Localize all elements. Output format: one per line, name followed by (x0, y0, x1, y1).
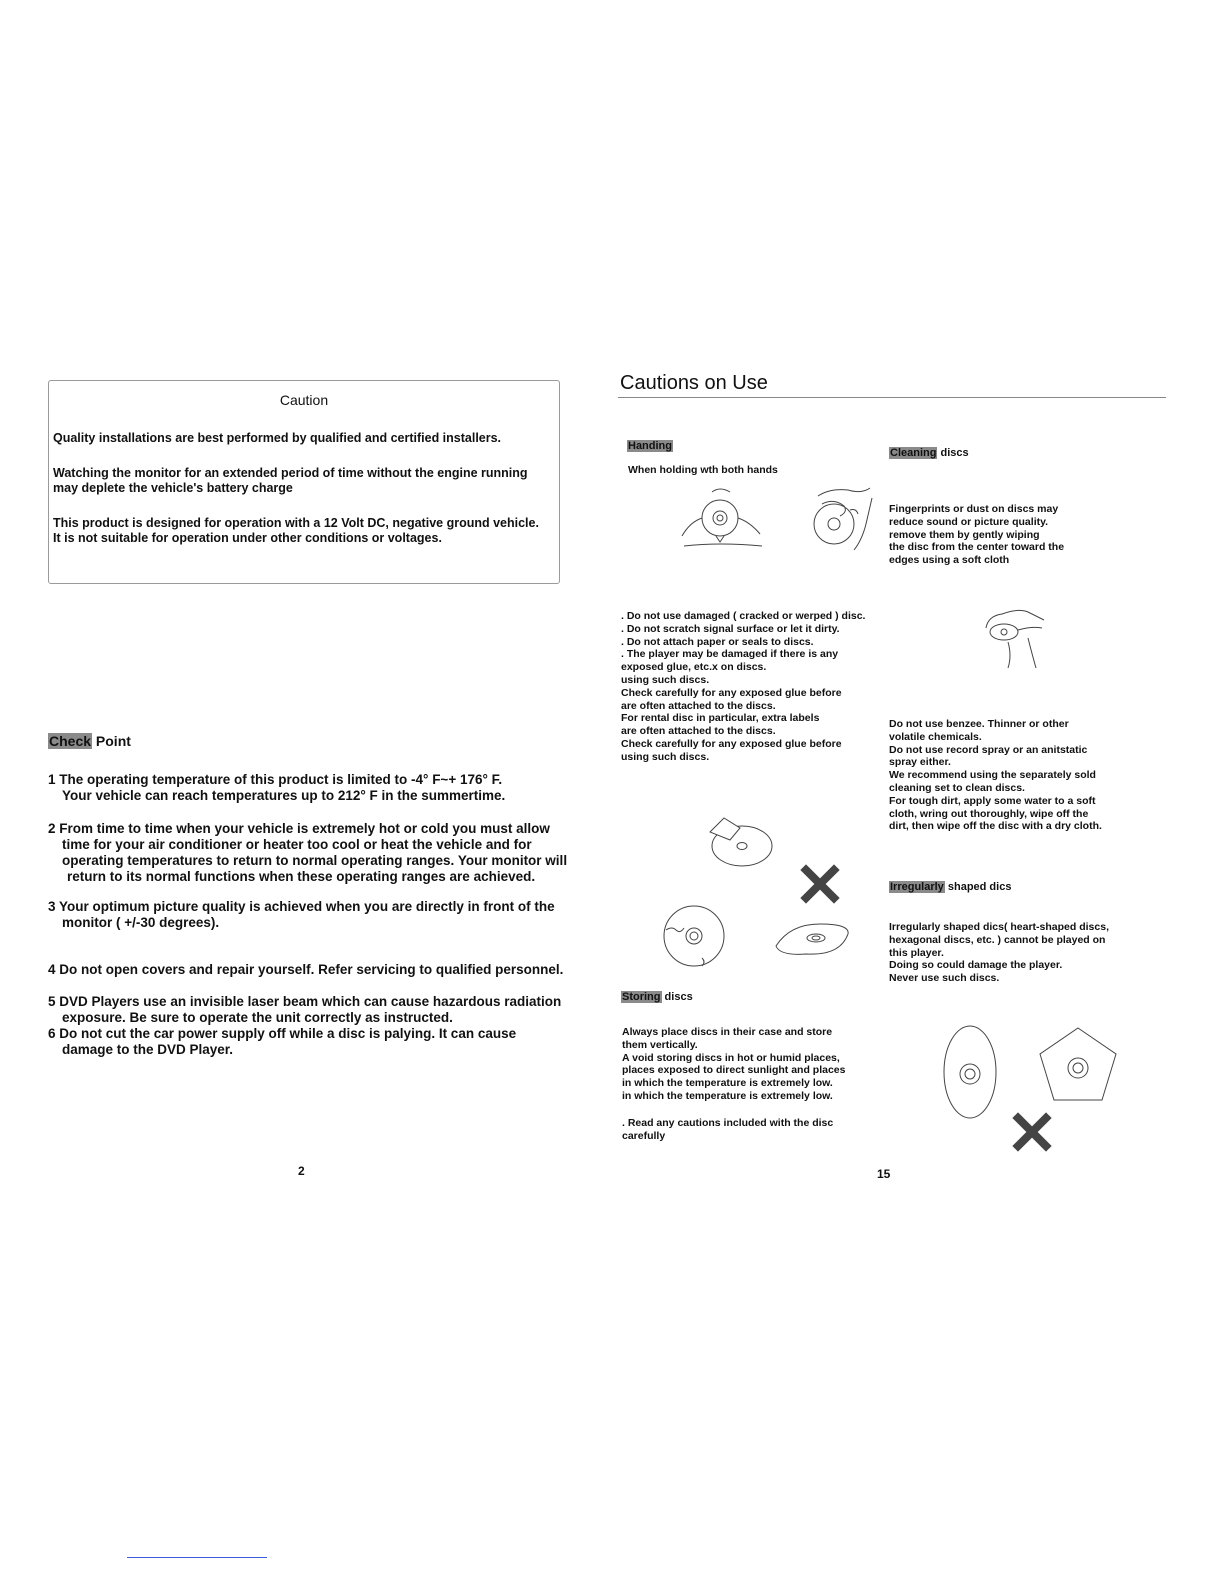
cleaning-title: Cleaning discs (890, 447, 969, 459)
cautions-on-use-heading: Cautions on Use (620, 372, 768, 394)
heading-rule (618, 397, 1166, 398)
read-cautions-note: . Read any cautions included with the disc carefully (622, 1117, 834, 1142)
check-item-2: 2 From time to time when your vehicle is extremely hot or cold you must allow time for your air conditioner or heater too cool or heat the vehicle and for operating temperatures to return to normal operating ranges. Your monitor will return to its normal functions when these operating ranges are achieved. (48, 821, 568, 884)
wiping-disc-icon (978, 602, 1058, 674)
handing-subtitle: When holding wth both hands (628, 464, 778, 476)
footer-underline (127, 1557, 267, 1558)
caution-line-1: Quality installations are best performed by qualified and certified installers. (53, 431, 502, 445)
check-item-5: 5 DVD Players use an invisible laser beam which can cause hazardous radiation exposure. Be sure to operate the unit correctly as instructed. (48, 994, 562, 1025)
caution-line-5: It is not suitable for operation under other conditions or voltages. (53, 531, 442, 545)
check-item-4: 4 Do not open covers and repair yourself. Refer servicing to qualified personnel. (48, 962, 564, 977)
handing-title: Handing (628, 440, 672, 452)
cracked-disc-icon (658, 900, 730, 972)
caution-line-4: This product is designed for operation with a 12 Volt DC, negative ground vehicle. (53, 516, 539, 530)
caution-line-3: may deplete the vehicle's battery charge (53, 481, 293, 495)
caution-title: Caution (279, 392, 329, 408)
chemical-notes: Do not use benzee. Thinner or other volatile chemicals. Do not use record spray or an anitstatic spray either. We recommend using the separately sold cleaning set to clean discs. For tough dirt, apply some water to a soft cloth, wring out thoroughly, wipe off the dirt, then wipe off the disc with a dry cloth. (889, 718, 1102, 833)
disc-with-label-icon (700, 810, 780, 874)
prohibited-x-icon (800, 864, 840, 904)
pentagon-disc-icon (1036, 1024, 1120, 1104)
check-item-1: 1 The operating temperature of this product is limited to -4° F~+ 176° F. Your vehicle can reach temperatures up to 212° F in the summertime. (48, 772, 506, 803)
page-number-left: 2 (298, 1164, 305, 1178)
finger-holding-disc-icon (800, 484, 880, 556)
storing-title: Storing discs (622, 991, 693, 1003)
irregular-title: Irregularly shaped dics (890, 881, 1012, 893)
damaged-disc-notes: . Do not use damaged ( cracked or werped ) disc. . Do not scratch signal surface or let it dirty. . Do not attach paper or seals to discs. . The player may be damaged if there is any exposed glue, etc.x on discs. using such discs. Check carefully for any exposed glue before are often attached to the discs. For rental disc in particular, extra labels are often attached to the discs. Check carefully for any exposed glue before using such discs. (621, 610, 866, 763)
warped-disc-icon (770, 916, 854, 964)
prohibited-x-icon (1012, 1112, 1052, 1152)
hands-holding-disc-icon (672, 484, 772, 556)
storing-text: Always place discs in their case and store them vertically. A void storing discs in hot or humid places, places exposed to direct sunlight and places in which the temperature is extremely low. in which the temperature is extremely low. (622, 1026, 846, 1102)
check-item-3: 3 Your optimum picture quality is achieved when you are directly in front of the monitor ( +/-30 degrees). (48, 899, 555, 930)
irregular-text: Irregularly shaped dics( heart-shaped discs, hexagonal discs, etc. ) cannot be played on this player. Doing so could damage the player. Never use such discs. (889, 921, 1109, 985)
page-number-right: 15 (877, 1167, 891, 1181)
check-point-title: Check Point (49, 733, 131, 749)
oval-disc-icon (938, 1022, 1002, 1122)
cleaning-text: Fingerprints or dust on discs may reduce sound or picture quality. remove them by gently wiping the disc from the center toward the edges using a soft cloth (889, 503, 1065, 567)
caution-line-2: Watching the monitor for an extended period of time without the engine running (53, 466, 528, 480)
check-item-6: 6 Do not cut the car power supply off while a disc is palying. It can cause damage to the DVD Player. (48, 1026, 517, 1057)
